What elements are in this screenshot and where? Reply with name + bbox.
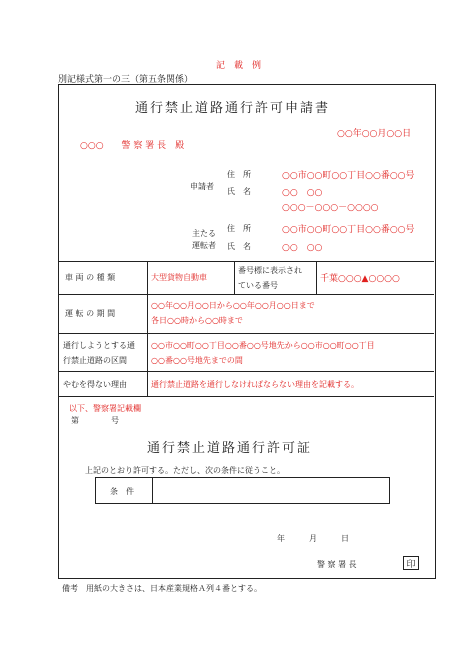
addressee [80, 138, 184, 151]
addressee-text: ○○○ 警 察 署 長 殿 [80, 141, 185, 151]
period-line-2: 各日○○時から○○時まで [151, 316, 243, 325]
column-divider [234, 261, 235, 294]
driver-name-value: ○○ ○○ [282, 243, 323, 253]
driver-address-label: 住 所 [227, 224, 251, 233]
route-label-1: 通行しようとする通 [63, 341, 135, 350]
driver-section-label-1: 主たる [192, 229, 216, 238]
issuer-label: 警 察 署 長 [317, 560, 357, 569]
plate-label-1: 番号標に表示され [238, 266, 302, 275]
applicant-name-value: ○○ ○○ [282, 188, 323, 198]
permit-number-label: 第 号 [71, 416, 119, 425]
condition-label: 条 件 [110, 487, 134, 496]
column-divider [316, 261, 317, 294]
permit-statement: 上記のとおり許可する。ただし、次の条件に従うこと。 [85, 466, 285, 475]
plate-value: 千葉○○○▲○○○○ [320, 274, 400, 284]
application-date: ○○年○○月○○日 [337, 129, 412, 139]
reason-value: 通行禁止道路を通行しなければならない理由を記載する。 [151, 380, 359, 389]
route-line-1: ○○市○○町○○丁目○○番○○号地先から○○市○○町○○丁目 [151, 341, 375, 350]
condition-divider [152, 478, 153, 503]
row-divider [59, 261, 434, 262]
vehicle-type-label: 車 両 の 種 類 [65, 273, 116, 282]
permit-date-line: 年 月 日 [277, 534, 349, 543]
applicant-address-label: 住 所 [227, 170, 251, 179]
driver-address-value: ○○市○○町○○丁目○○番○○号 [282, 225, 415, 235]
period-line-1: ○○年○○月○○日から○○年○○月○○日まで [151, 301, 315, 310]
route-label-2: 行禁止道路の区間 [63, 356, 127, 365]
permit-title: 通行禁止道路通行許可証 [147, 441, 313, 456]
reason-label: やむを得ない理由 [63, 380, 127, 389]
footnote: 備考 用紙の大きさは、日本産業規格Ａ列４番とする。 [62, 584, 262, 593]
vehicle-type-value: 大型貨物自動車 [151, 273, 207, 282]
row-divider [59, 396, 434, 397]
applicant-phone-value: ○○○－○○○－○○○○ [282, 203, 379, 213]
applicant-address-value: ○○市○○町○○丁目○○番○○号 [282, 171, 415, 181]
column-divider [147, 261, 148, 396]
driver-section-label-2: 運転者 [192, 241, 216, 250]
sample-label: 記 載 例 [216, 61, 262, 71]
driver-name-label: 氏 名 [227, 242, 251, 251]
row-divider [59, 371, 434, 372]
police-section-note: 以下、警察署記載欄 [69, 404, 141, 413]
applicant-section-label: 申請者 [190, 182, 214, 191]
period-label: 運 転 の 期 間 [65, 309, 116, 318]
seal-box: 印 [403, 556, 419, 570]
application-form [58, 84, 436, 579]
form-reference: 別記様式第一の三（第五条関係） [58, 75, 194, 85]
applicant-name-label: 氏 名 [227, 187, 251, 196]
plate-label-2: ている番号 [238, 281, 278, 290]
row-divider [59, 294, 434, 295]
condition-box [95, 477, 390, 504]
route-line-2: ○○番○○号地先までの間 [151, 356, 243, 365]
application-title: 通行禁止道路通行許可申請書 [135, 101, 331, 116]
row-divider [59, 333, 434, 334]
